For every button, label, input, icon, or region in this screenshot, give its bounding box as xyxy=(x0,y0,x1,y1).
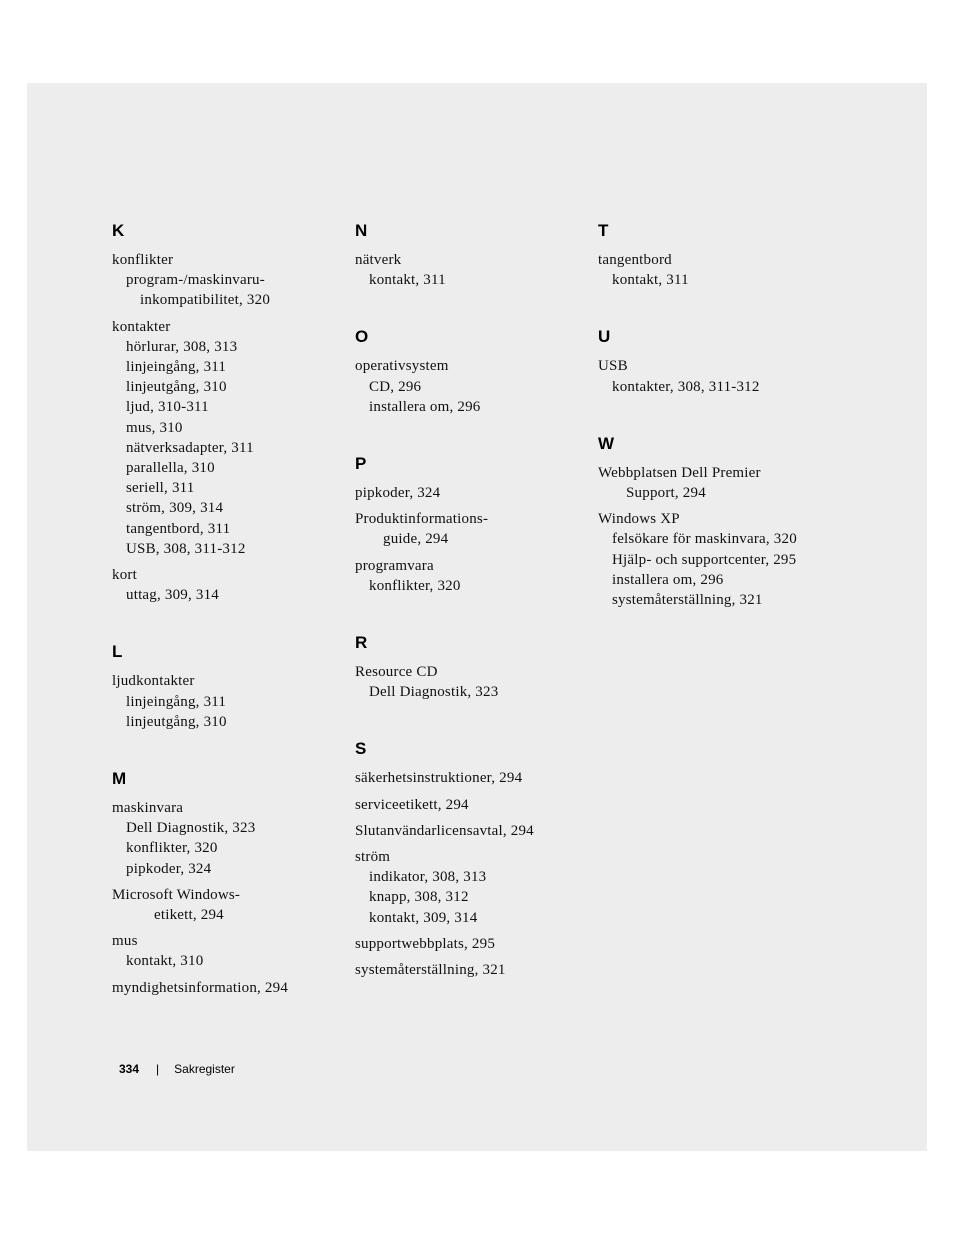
index-subterm: kontakt, 311 xyxy=(612,272,689,289)
index-entry xyxy=(355,483,585,503)
index-subterm: etikett, 294 xyxy=(154,907,224,924)
index-entry xyxy=(112,978,342,998)
index-entry xyxy=(598,250,838,290)
index-term: serviceetikett, 294 xyxy=(355,796,469,813)
page-footer xyxy=(119,1061,235,1077)
section-letter: W xyxy=(598,433,615,453)
page-number: 334 xyxy=(119,1062,140,1076)
index-section-k xyxy=(112,221,342,605)
section-gap xyxy=(598,403,838,434)
index-term: Microsoft Windows- xyxy=(112,886,241,903)
index-entry xyxy=(598,509,838,610)
index-subterm: inkompatibilitet, 320 xyxy=(140,292,271,309)
index-term: ljudkontakter xyxy=(112,673,195,690)
section-gap xyxy=(355,602,585,633)
index-term: Windows XP xyxy=(598,511,680,528)
page-sheet xyxy=(27,83,927,1151)
index-subterm: ljud, 310-311 xyxy=(126,399,209,416)
index-subterm: linjeingång, 311 xyxy=(126,359,227,376)
index-subterm: knapp, 308, 312 xyxy=(369,889,469,906)
section-letter: L xyxy=(112,642,123,662)
index-term: nätverk xyxy=(355,252,402,268)
index-entry xyxy=(355,768,585,788)
index-term: kontakter xyxy=(112,318,171,335)
index-subterm: hörlurar, 308, 313 xyxy=(126,338,238,355)
section-gap xyxy=(355,708,585,739)
index-entry xyxy=(355,821,585,841)
index-entry xyxy=(355,250,585,290)
section-letter: M xyxy=(112,769,127,789)
index-subterm: nätverksadapter, 311 xyxy=(126,439,254,456)
section-gap xyxy=(112,738,342,769)
index-term: Resource CD xyxy=(355,664,438,681)
index-term: operativsystem xyxy=(355,358,449,375)
index-section-o xyxy=(355,327,585,417)
index-term: supportwebbplats, 295 xyxy=(355,935,496,952)
index-entry xyxy=(112,931,342,971)
section-letter: T xyxy=(598,221,609,240)
index-term: konflikter xyxy=(112,252,174,268)
section-gap xyxy=(355,423,585,454)
index-column-1 xyxy=(112,221,342,1004)
index-subterm: uttag, 309, 314 xyxy=(126,587,219,604)
index-entry xyxy=(112,885,342,925)
index-entry xyxy=(355,934,585,954)
index-subterm: Dell Diagnostik, 323 xyxy=(126,820,256,837)
index-subterm: seriell, 311 xyxy=(126,480,195,497)
footer-separator: | xyxy=(156,1062,160,1076)
index-entry xyxy=(355,847,585,928)
index-subterm: USB, 308, 311-312 xyxy=(126,540,246,557)
index-subterm: kontakt, 309, 314 xyxy=(369,909,478,926)
index-subterm: linjeutgång, 310 xyxy=(126,713,227,730)
index-subterm: Hjälp- och supportcenter, 295 xyxy=(612,551,797,568)
index-entry xyxy=(598,356,838,396)
index-subterm: felsökare för maskinvara, 320 xyxy=(612,531,797,548)
index-subterm: kontakter, 308, 311-312 xyxy=(612,378,760,395)
index-section-w xyxy=(598,434,838,610)
index-subterm: installera om, 296 xyxy=(612,571,724,588)
index-section-r xyxy=(355,633,585,702)
index-term: USB xyxy=(598,358,628,375)
index-entry xyxy=(355,795,585,815)
index-section-m xyxy=(112,769,342,998)
index-entry xyxy=(355,356,585,417)
index-subterm: kontakt, 310 xyxy=(126,953,204,970)
index-term: Webbplatsen Dell Premier xyxy=(598,464,761,481)
index-term: myndighetsinformation, 294 xyxy=(112,979,289,996)
index-term: programvara xyxy=(355,557,434,574)
section-letter: O xyxy=(355,327,369,347)
index-term: Slutanvändarlicensavtal, 294 xyxy=(355,822,534,839)
index-term: säkerhetsinstruktioner, 294 xyxy=(355,770,523,787)
index-subterm: linjeutgång, 310 xyxy=(126,379,227,396)
section-gap xyxy=(598,296,838,327)
section-letter: K xyxy=(112,221,125,240)
index-term: pipkoder, 324 xyxy=(355,485,441,502)
index-term: tangentbord xyxy=(598,252,672,268)
index-subterm: konflikter, 320 xyxy=(126,840,218,857)
index-subterm: mus, 310 xyxy=(126,419,183,436)
index-section-p xyxy=(355,454,585,596)
index-section-n xyxy=(355,221,585,290)
index-term: kort xyxy=(112,567,137,584)
index-section-u xyxy=(598,327,838,396)
index-subterm: Dell Diagnostik, 323 xyxy=(369,684,499,701)
index-term: Produktinformations- xyxy=(355,511,489,528)
index-subterm: CD, 296 xyxy=(369,378,422,395)
index-entry xyxy=(355,509,585,549)
index-subterm: indikator, 308, 313 xyxy=(369,869,487,886)
index-entry xyxy=(112,250,342,311)
index-term: ström xyxy=(355,849,391,866)
index-entry xyxy=(112,798,342,879)
index-subterm: konflikter, 320 xyxy=(369,577,461,594)
index-section-s xyxy=(355,739,585,980)
index-subterm: guide, 294 xyxy=(383,531,449,548)
index-section-t xyxy=(598,221,838,290)
index-column-2 xyxy=(355,221,585,986)
index-entry xyxy=(355,662,585,702)
index-entry xyxy=(355,556,585,596)
section-letter: S xyxy=(355,739,367,759)
index-term: systemåterställning, 321 xyxy=(355,962,506,979)
index-entry xyxy=(112,671,342,732)
index-section-l xyxy=(112,642,342,732)
index-subterm: program-/maskinvaru- xyxy=(126,272,265,289)
index-entry xyxy=(112,317,342,559)
index-subterm: tangentbord, 311 xyxy=(126,520,231,537)
index-term: mus xyxy=(112,933,138,950)
index-entry xyxy=(355,960,585,980)
index-subterm: installera om, 296 xyxy=(369,398,481,415)
index-term: maskinvara xyxy=(112,800,184,817)
index-subterm: ström, 309, 314 xyxy=(126,500,224,517)
section-letter: U xyxy=(598,327,611,347)
section-gap xyxy=(112,611,342,642)
section-gap xyxy=(355,296,585,327)
index-entry xyxy=(598,463,838,503)
index-subterm: kontakt, 311 xyxy=(369,272,446,289)
section-letter: R xyxy=(355,633,368,653)
index-subterm: pipkoder, 324 xyxy=(126,860,212,877)
index-subterm: systemåterställning, 321 xyxy=(612,592,763,609)
section-letter: P xyxy=(355,454,367,474)
footer-section-title: Sakregister xyxy=(174,1062,235,1076)
index-entry xyxy=(112,565,342,605)
index-column-3 xyxy=(598,221,838,616)
section-letter: N xyxy=(355,221,368,240)
index-subterm: linjeingång, 311 xyxy=(126,693,227,710)
index-subterm: Support, 294 xyxy=(626,485,706,502)
index-subterm: parallella, 310 xyxy=(126,460,215,477)
